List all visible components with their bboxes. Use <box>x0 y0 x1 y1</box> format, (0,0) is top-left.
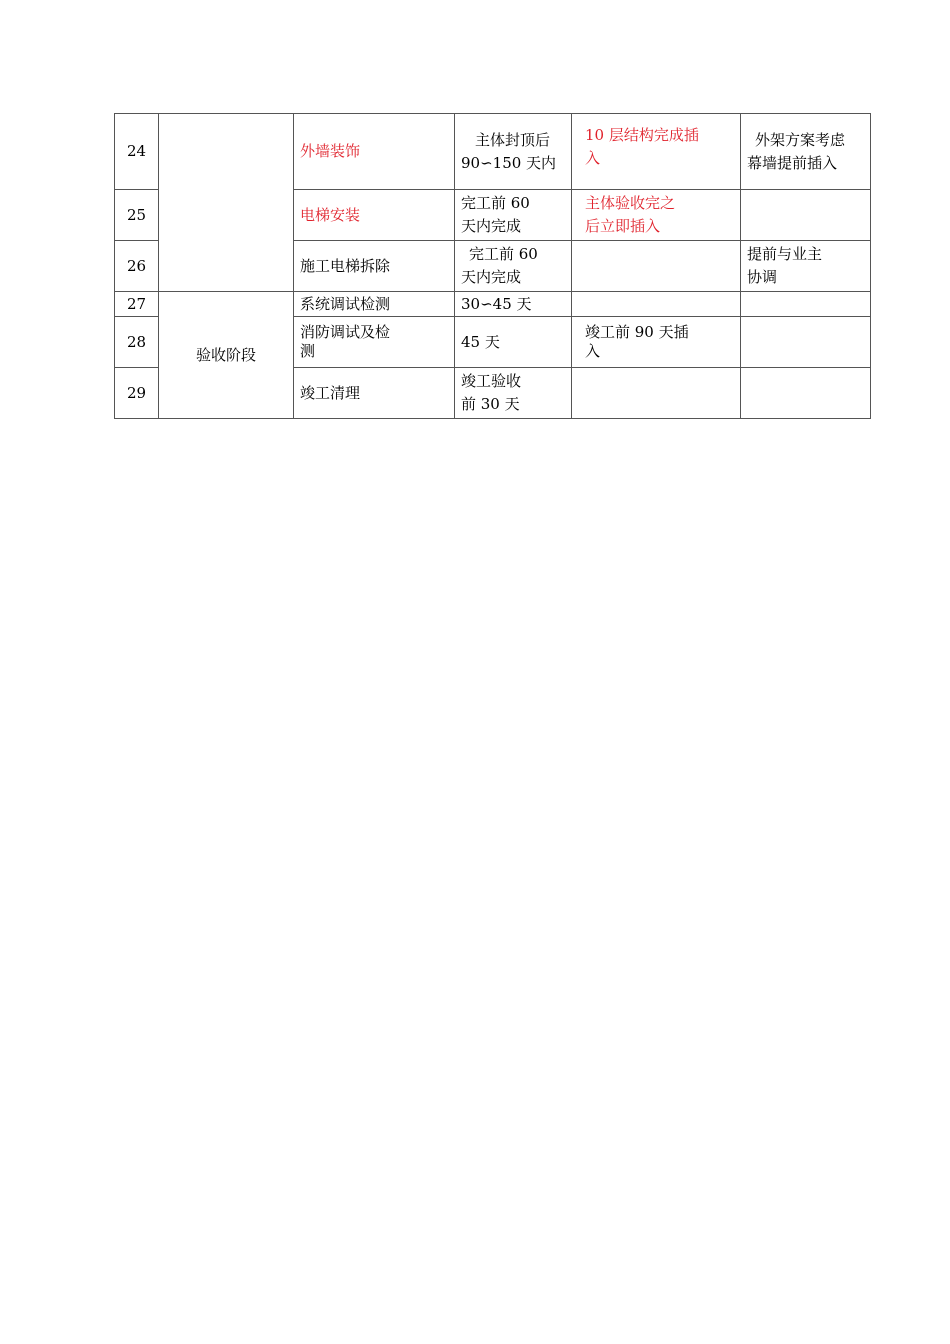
table-row <box>115 292 871 317</box>
duration-line: 竣工验收 <box>461 372 522 390</box>
duration-cell: 30∽45 天 <box>455 292 572 317</box>
phase-cell-empty <box>159 114 294 292</box>
insert-cell <box>572 241 741 292</box>
insert-cell <box>572 317 741 368</box>
row-number: 25 <box>115 190 159 241</box>
note-line: 幕墙提前插入 <box>747 153 838 172</box>
duration-line: 主体封顶后 <box>475 130 551 149</box>
row-number: 24 <box>115 114 159 190</box>
duration-cell <box>455 114 572 190</box>
insert-line: 竣工前 90 天插 <box>585 323 689 341</box>
note-cell <box>741 241 871 292</box>
item-cell: 电梯安装 <box>294 190 455 241</box>
row-number: 27 <box>115 292 159 317</box>
insert-line: 入 <box>585 149 601 167</box>
item-line: 测 <box>300 342 316 360</box>
insert-line: 后立即插入 <box>585 217 661 235</box>
duration-cell <box>455 190 572 241</box>
duration-cell <box>455 368 572 419</box>
note-line: 外架方案考虑 <box>755 130 846 149</box>
row-number: 29 <box>115 368 159 419</box>
table-row <box>115 114 871 190</box>
row-number: 26 <box>115 241 159 292</box>
duration-line: 完工前 60 <box>469 245 538 263</box>
insert-cell <box>572 114 741 190</box>
insert-line: 主体验收完之 <box>585 194 676 212</box>
insert-cell <box>572 368 741 419</box>
duration-line: 90∽150 天内 <box>461 153 557 172</box>
note-cell <box>741 190 871 241</box>
duration-cell: 45 天 <box>455 317 572 368</box>
insert-cell <box>572 190 741 241</box>
duration-line: 前 30 天 <box>461 395 520 413</box>
note-line: 提前与业主 <box>747 245 823 263</box>
item-cell: 系统调试检测 <box>294 292 455 317</box>
note-cell <box>741 368 871 419</box>
item-cell: 施工电梯拆除 <box>294 241 455 292</box>
item-line: 消防调试及检 <box>300 323 391 341</box>
note-line: 协调 <box>747 268 778 286</box>
duration-line: 天内完成 <box>461 268 522 286</box>
schedule-table <box>114 113 871 419</box>
phase-cell: 验收阶段 <box>159 292 294 419</box>
duration-line: 天内完成 <box>461 217 522 235</box>
item-cell: 竣工清理 <box>294 368 455 419</box>
item-cell <box>294 317 455 368</box>
note-cell <box>741 114 871 190</box>
row-number: 28 <box>115 317 159 368</box>
duration-cell <box>455 241 572 292</box>
note-cell <box>741 317 871 368</box>
duration-line: 完工前 60 <box>461 194 530 212</box>
insert-cell <box>572 292 741 317</box>
note-cell <box>741 292 871 317</box>
item-cell: 外墙装饰 <box>294 114 455 190</box>
insert-line: 10 层结构完成插 <box>585 126 699 144</box>
insert-line: 入 <box>585 342 601 360</box>
